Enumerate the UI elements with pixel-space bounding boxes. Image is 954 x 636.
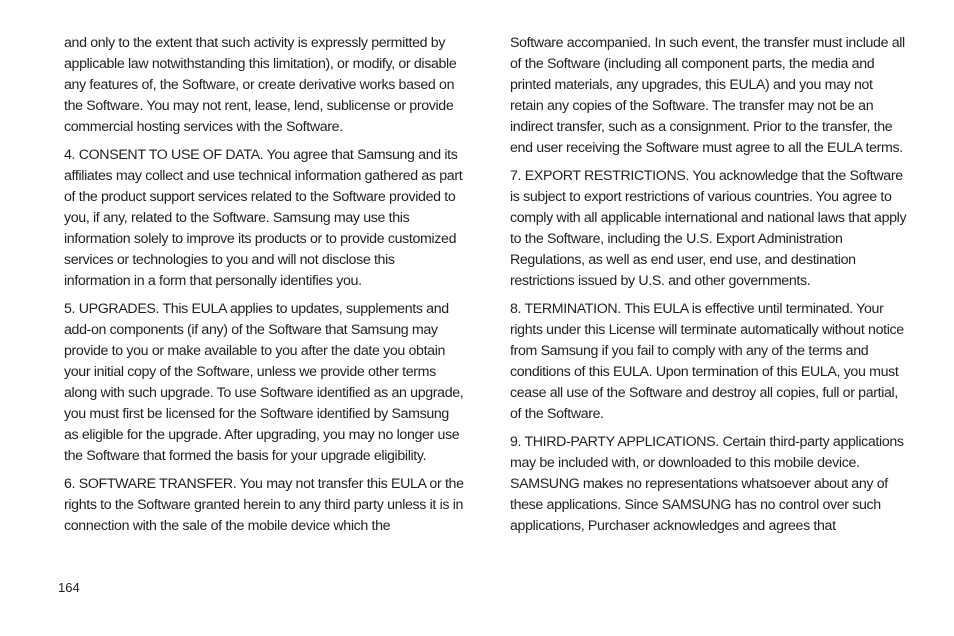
paragraph-transfer-continuation: Software accompanied. In such event, the transfer must include all of the Software (including all component parts, the media and printed materials, any upgrades, this EULA) and you may not retain any copies of the Software. The transfer may not be an indirect transfer, such as a consignment. Prior to the transfer, the end user receiving the Software must agree to all the EULA terms. bbox=[510, 35, 905, 156]
paragraph-consent-to-use-of-data: 4. CONSENT TO USE OF DATA. You agree that Samsung and its affiliates may collect and use technical information gathered as part of the product support services related to the Software provided to you, if any, related to the Software. Samsung may use this information solely to improve its products or to provide customized services or technologies to you and will not disclose this information in a form that personally identifies you. bbox=[64, 147, 463, 289]
paragraph-third-party-applications: 9. THIRD-PARTY APPLICATIONS. Certain third-party applications may be included with, or downloaded to this mobile device. SAMSUNG makes no representations whatsoever about any of these applications. Since SAMSUNG has no control over such applications, Purchaser acknowledges and agrees that bbox=[510, 434, 904, 534]
left-column bbox=[64, 33, 464, 544]
right-column bbox=[510, 33, 908, 544]
paragraph-software-transfer: 6. SOFTWARE TRANSFER. You may not transfer this EULA or the rights to the Software granted herein to any third party unless it is in connection with the sale of the mobile device which the bbox=[64, 476, 464, 534]
paragraph-upgrades: 5. UPGRADES. This EULA applies to updates, supplements and add-on components (if any) of the Software that Samsung may provide to you or make available to you after the date you obtain your initial copy of the Software, unless we provide other terms along with such upgrade. To use Software identified as an upgrade, you must first be licensed for the Software identified by Samsung as eligible for the upgrade. After upgrading, you may no longer use the Software that formed the basis for your upgrade eligibility. bbox=[64, 301, 464, 464]
paragraph-continuation-modify: and only to the extent that such activity is expressly permitted by applicable law notwithstanding this limitation), or modify, or disable any features of, the Software, or create derivative works based on the Software. You may not rent, lease, lend, sublicense or provide commercial hosting services with the Software. bbox=[64, 35, 457, 135]
paragraph-export-restrictions: 7. EXPORT RESTRICTIONS. You acknowledge that the Software is subject to export restrictions of various countries. You agree to comply with all applicable international and national laws that apply to the Software, including the U.S. Export Administration Regulations, as well as end user, end use, and destination restrictions issued by U.S. and other governments. bbox=[510, 168, 907, 289]
paragraph-termination: 8. TERMINATION. This EULA is effective until terminated. Your rights under this License will terminate automatically without notice from Samsung if you fail to comply with any of the terms and conditions of this EULA. Upon termination of this EULA, you must cease all use of the Software and destroy all copies, full or partial, of the Software. bbox=[510, 301, 904, 422]
page-number: 164 bbox=[58, 580, 80, 595]
